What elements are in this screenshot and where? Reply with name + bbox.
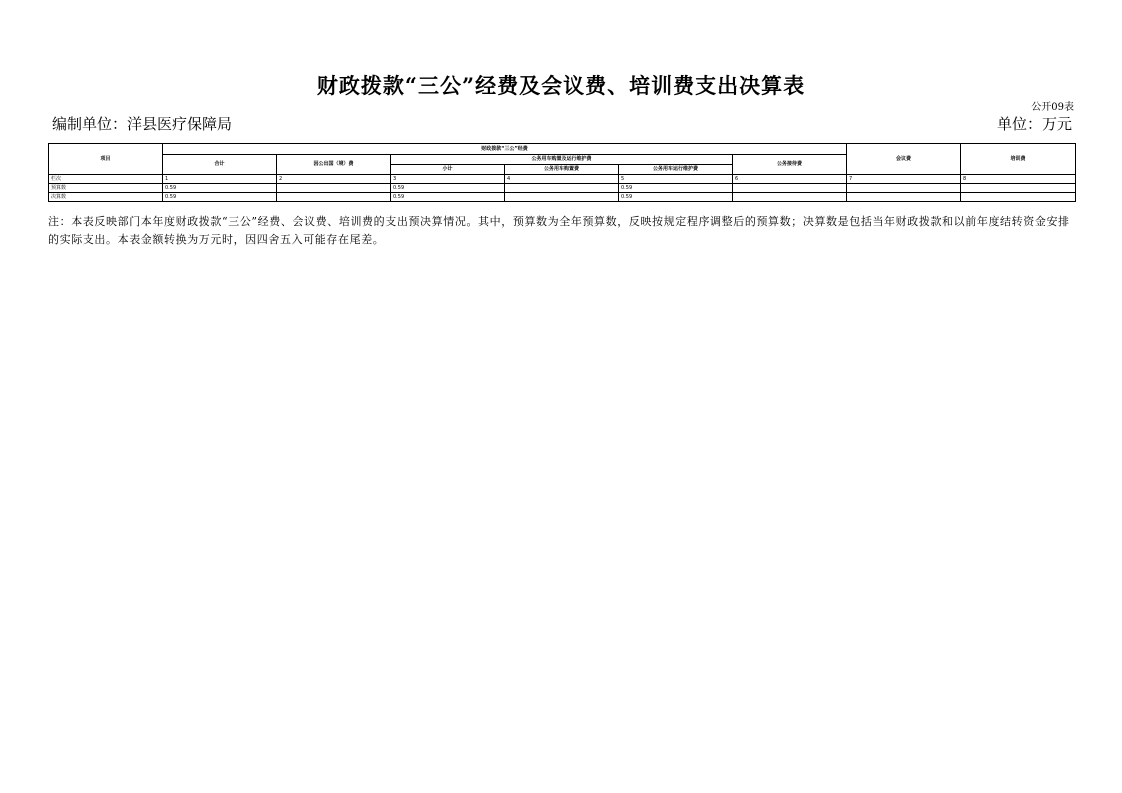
table-row — [49, 175, 1076, 184]
table-cell: 0.59 — [391, 193, 505, 202]
table-row — [49, 184, 1076, 193]
row-label: 栏次 — [49, 175, 163, 184]
table-cell — [733, 184, 847, 193]
header-vehicle: 公务用车购置及运行维护费 — [391, 155, 733, 165]
table-cell: 3 — [391, 175, 505, 184]
page-title: 财政拨款“三公”经费及会议费、培训费支出决算表 — [316, 73, 806, 98]
table-cell: 6 — [733, 175, 847, 184]
header-reception: 公务接待费 — [733, 155, 847, 175]
header-meeting: 会议费 — [847, 144, 961, 175]
table-cell: 0.59 — [619, 193, 733, 202]
table-cell: 7 — [847, 175, 961, 184]
table-cell: 5 — [619, 175, 733, 184]
row-label: 预算数 — [49, 184, 163, 193]
table-row — [49, 193, 1076, 202]
header-training: 培训费 — [961, 144, 1076, 175]
header-total: 合计 — [163, 155, 277, 175]
table-cell — [277, 193, 391, 202]
table-cell — [277, 184, 391, 193]
org-unit: 编制单位：洋县医疗保障局 — [52, 115, 233, 133]
table-cell: 0.59 — [619, 184, 733, 193]
table-cell: 8 — [961, 175, 1076, 184]
table-cell — [847, 193, 961, 202]
table-cell — [505, 193, 619, 202]
table-cell: 0.59 — [163, 184, 277, 193]
header-sangong: 财政拨款“三公”经费 — [163, 144, 847, 155]
table-cell: 0.59 — [163, 193, 277, 202]
table-cell: 0.59 — [391, 184, 505, 193]
header-item: 项目 — [49, 144, 163, 175]
table-cell — [961, 184, 1076, 193]
header-abroad: 因公出国（境）费 — [277, 155, 391, 175]
table-cell: 4 — [505, 175, 619, 184]
header-subtotal: 小计 — [391, 165, 505, 175]
table-cell: 2 — [277, 175, 391, 184]
form-code: 公开09表 — [1031, 102, 1074, 113]
table-cell — [961, 193, 1076, 202]
table-cell — [505, 184, 619, 193]
row-label: 决算数 — [49, 193, 163, 202]
footnote: 注：本表反映部门本年度财政拨款“三公”经费、会议费、培训费的支出预决算情况。其中，预算数为全年预算数，反映按规定程序调整后的预算数；决算数是包括当年财政拨款和以前年度结转资金安排的实际支出。本表金额转换为万元时，因四舍五入可能存在尾差。 — [48, 215, 1070, 246]
money-unit: 单位：万元 — [996, 115, 1072, 133]
table-cell — [847, 184, 961, 193]
table-cell: 1 — [163, 175, 277, 184]
header-operation: 公务用车运行维护费 — [619, 165, 733, 175]
header-purchase: 公务用车购置费 — [505, 165, 619, 175]
table-cell — [733, 193, 847, 202]
expense-table — [48, 143, 1076, 202]
